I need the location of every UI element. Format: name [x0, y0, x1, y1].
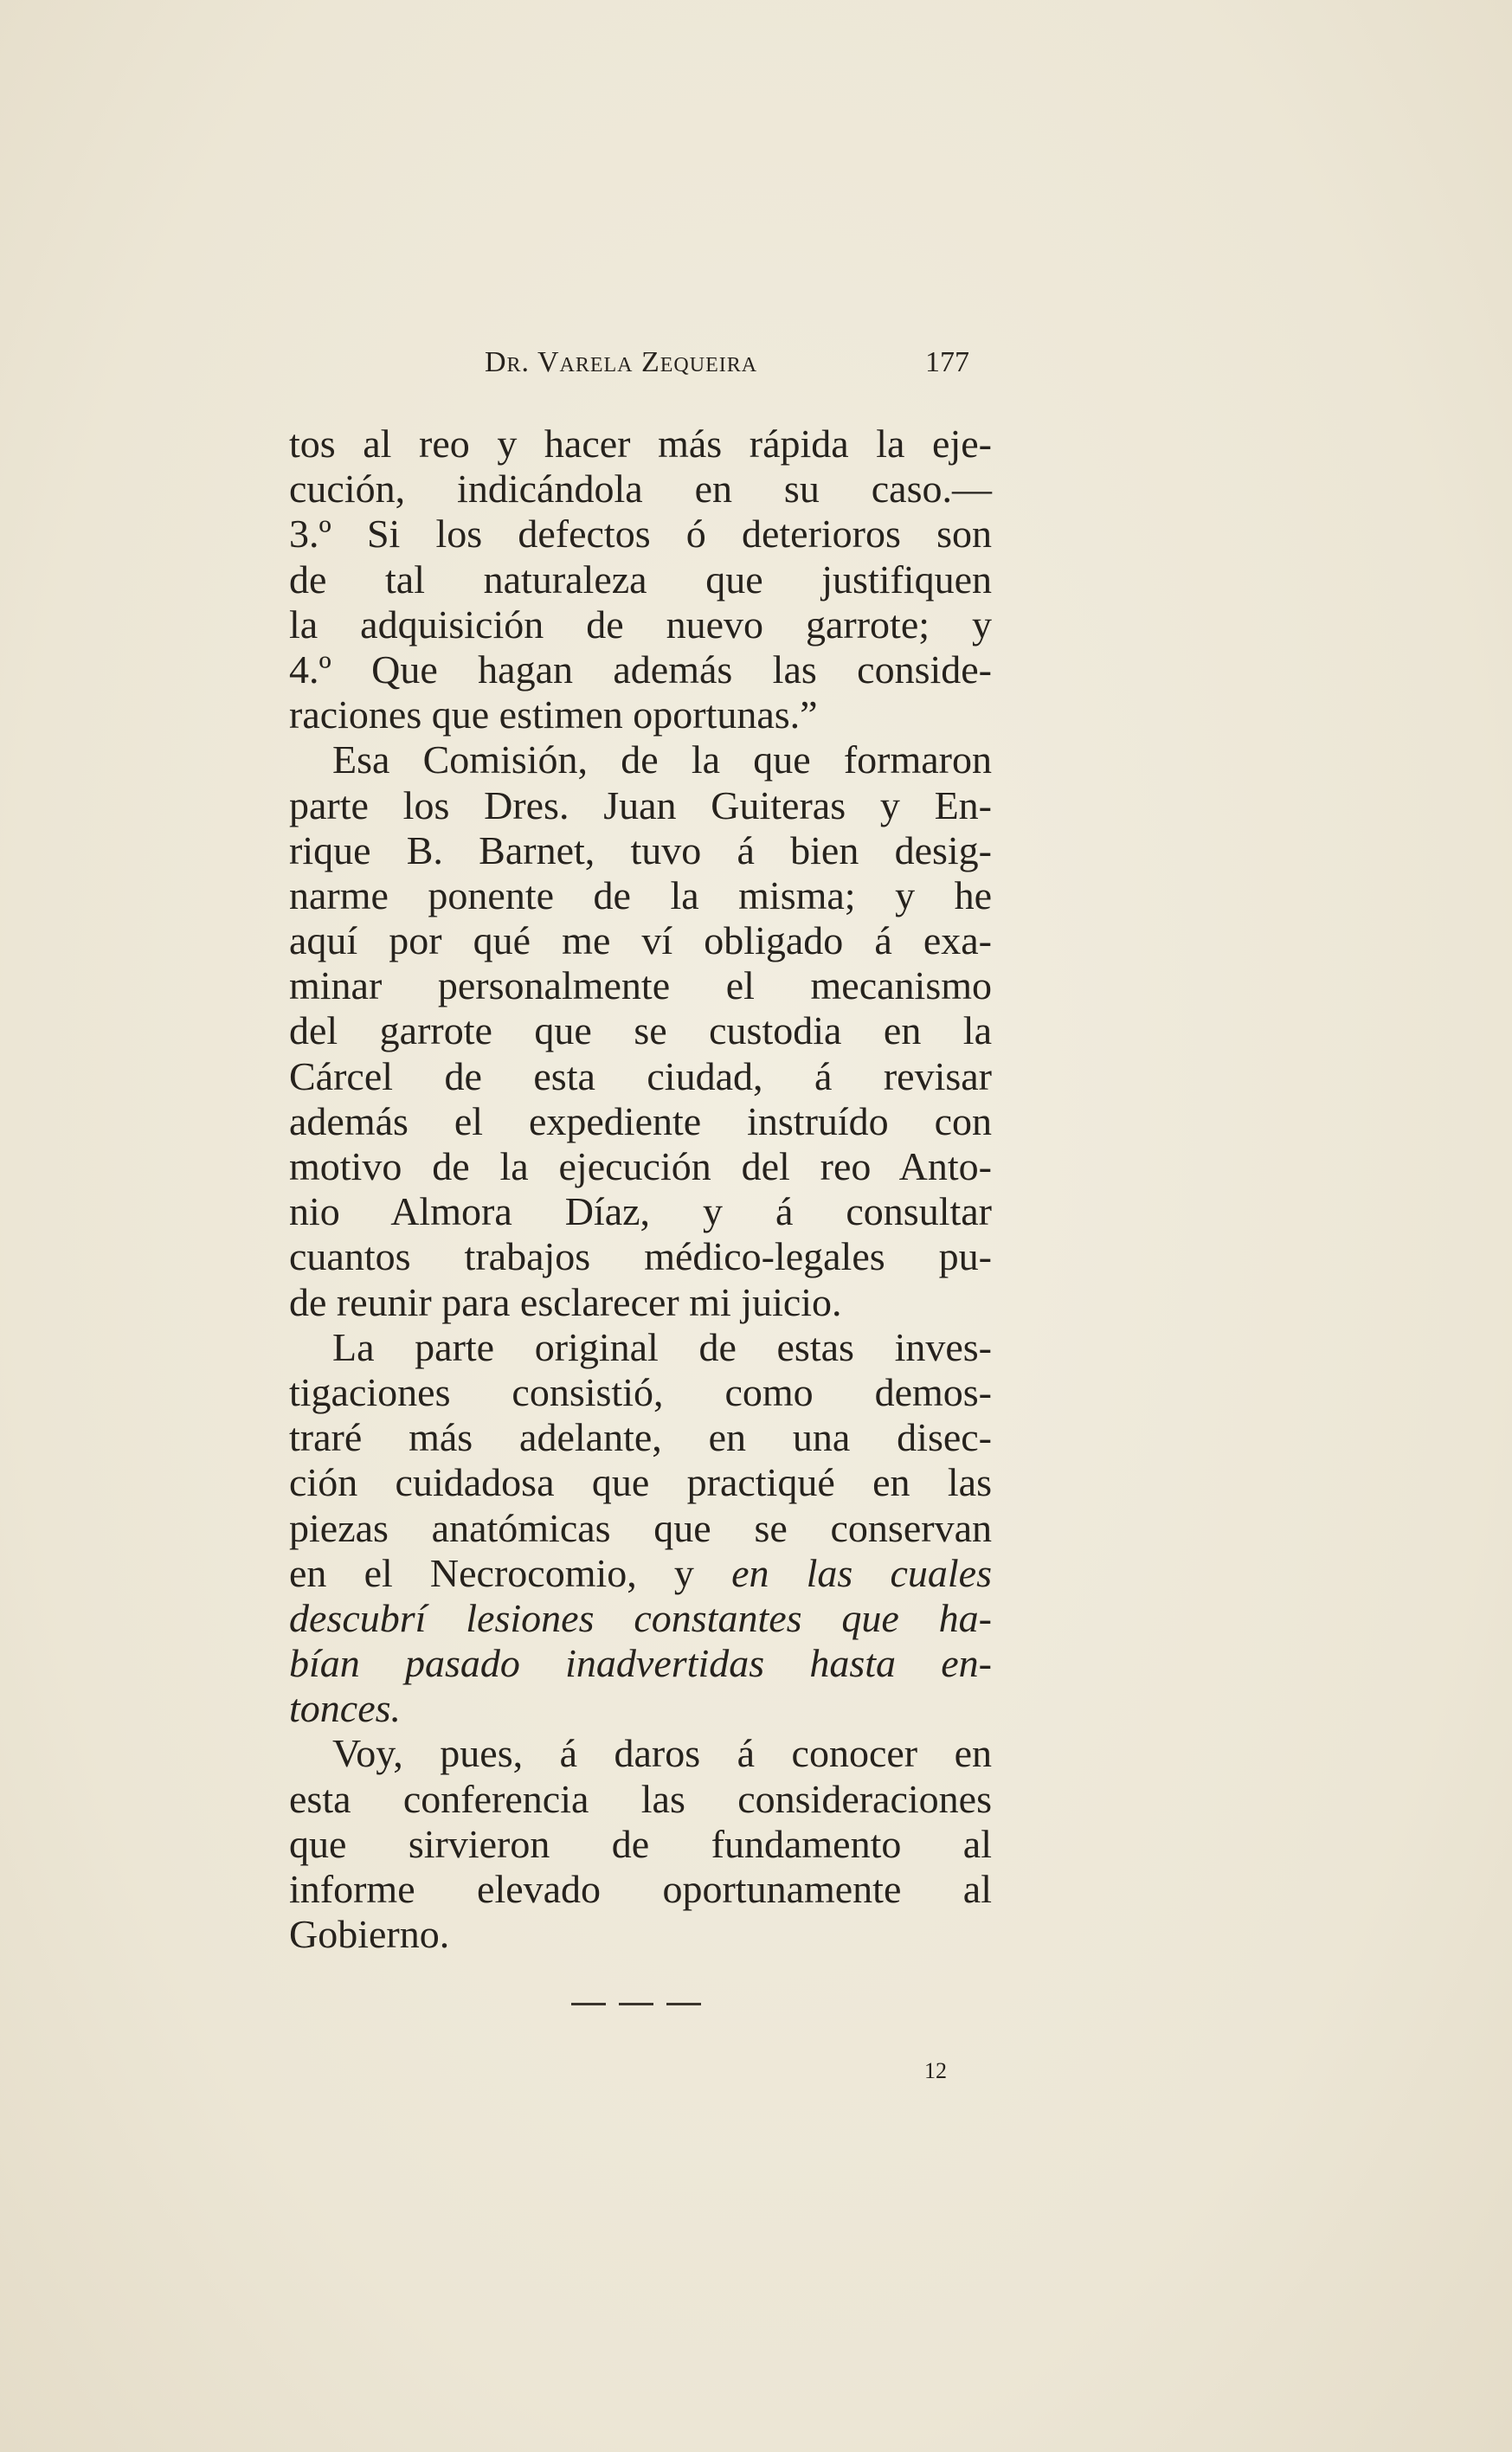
ornament-dash [666, 2003, 701, 2005]
text-line-italic [289, 1596, 992, 1641]
emphasis-span: bían pasado inadvertidas hasta en- [289, 1641, 992, 1686]
text-line: traré más adelante, en una disec- [289, 1415, 992, 1460]
text-line: La parte original de estas inves- [332, 1324, 992, 1369]
text-line: raciones que estimen oportunas.” [289, 692, 818, 737]
text-line: la adquisición de nuevo garrote; y [289, 602, 992, 647]
text-line: Voy, pues, á daros á conocer en [332, 1731, 992, 1776]
ornament-dash [571, 2003, 606, 2005]
text-line: informe elevado oportunamente al [289, 1867, 992, 1911]
text-line: Gobierno. [289, 1912, 450, 1957]
text-line: además el expediente instruído con [289, 1098, 992, 1143]
text-line: Esa Comisión, de la que formaron [332, 737, 992, 782]
text-line: minar personalmente el mecanismo [289, 963, 992, 1008]
text-line-mixed [289, 1551, 992, 1596]
text-line: rique B. Barnet, tuvo á bien desig- [289, 827, 992, 872]
text-line: cución, indicándola en su caso.— [289, 467, 992, 512]
text-line: que sirvieron de fundamento al [289, 1821, 992, 1866]
text-line: 4.º Que hagan además las conside- [289, 647, 992, 692]
text-line: tos al reo y hacer más rápida la eje- [289, 422, 992, 466]
text-line: ción cuidadosa que practiqué en las [289, 1460, 992, 1505]
body-text [289, 422, 992, 1957]
text-line: esta conferencia las consideraciones [289, 1776, 992, 1821]
text-line: nio Almora Díaz, y á consultar [289, 1189, 992, 1234]
text-line: piezas anatómicas que se conservan [289, 1505, 992, 1550]
signature-mark: 12 [924, 2058, 947, 2083]
text-line: tigaciones consistió, como demos- [289, 1369, 992, 1414]
text-line: cuantos trabajos médico-legales pu- [289, 1234, 992, 1279]
emphasis-span: descubrí lesiones constantes que ha- [289, 1595, 992, 1640]
text-line-italic [289, 1641, 992, 1686]
text-line: de tal naturaleza que justifiquen [289, 557, 992, 602]
section-end-ornament [571, 1991, 701, 2017]
page-number: 177 [925, 346, 969, 378]
text-line-italic [289, 1686, 992, 1731]
text-line: parte los Dres. Juan Guiteras y En- [289, 782, 992, 827]
text-line: 3.º Si los defectos ó deterioros son [289, 512, 992, 557]
text-line: Cárcel de esta ciudad, á revisar [289, 1053, 992, 1098]
emphasis-span: en las cuales [731, 1550, 992, 1595]
ornament-dash [619, 2003, 653, 2005]
running-head-author: Dr. Varela Zequeira [485, 346, 758, 378]
text-span: en el Necrocomio, y [289, 1550, 694, 1595]
text-line: narme ponente de la misma; y he [289, 872, 992, 917]
text-line: del garrote que se custodia en la [289, 1008, 992, 1053]
running-head [485, 346, 969, 389]
text-line: motivo de la ejecución del reo Anto- [289, 1144, 992, 1188]
emphasis-span: tonces. [289, 1686, 402, 1731]
text-line: de reunir para esclarecer mi juicio. [289, 1279, 842, 1324]
text-line: aquí por qué me ví obligado á exa- [289, 918, 992, 963]
